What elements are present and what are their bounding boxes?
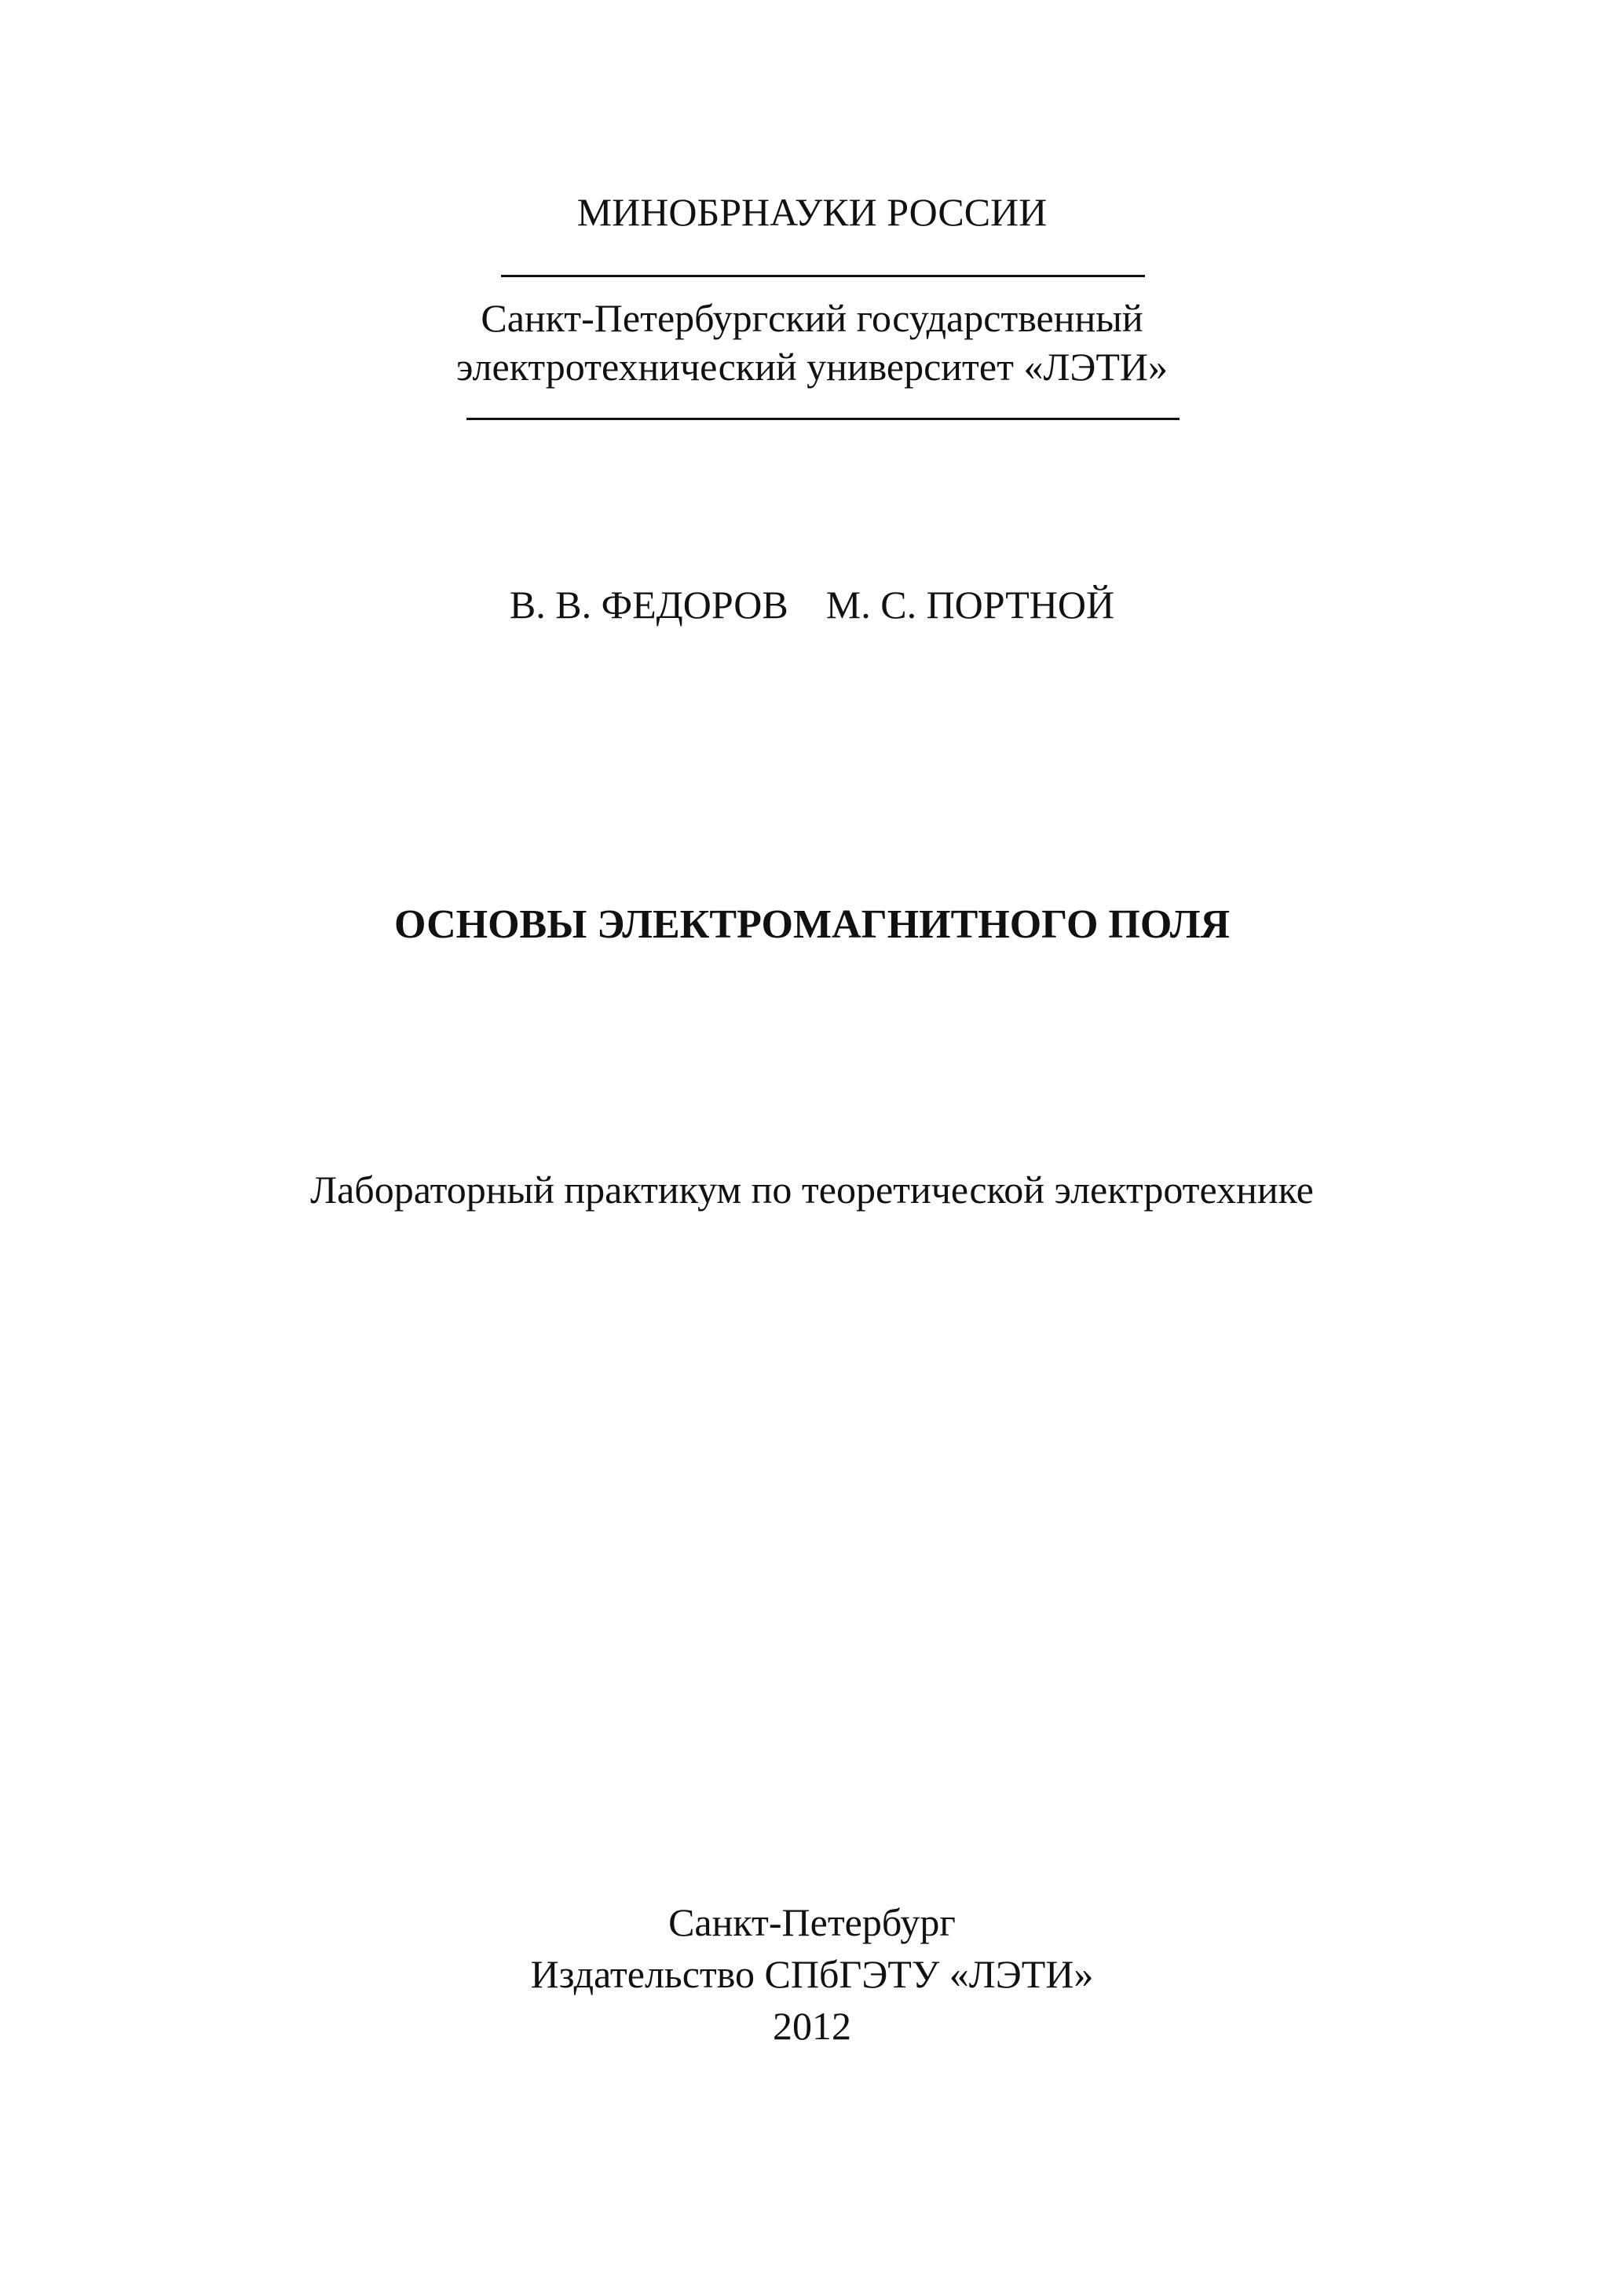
bottom-divider	[466, 418, 1180, 420]
document-subtitle: Лабораторный практикум по теоретической электротехнике	[310, 1168, 1314, 1212]
author-name: В. В. ФЕДОРОВ	[509, 583, 788, 627]
author-name: М. С. ПОРТНОЙ	[825, 583, 1115, 627]
ministry-heading: МИНОБРНАУКИ РОССИИ	[576, 190, 1048, 234]
authors-line	[0, 581, 1624, 628]
imprint-city: Санкт-Петербург	[668, 1900, 956, 1944]
document-title: ОСНОВЫ ЭЛЕКТРОМАГНИТНОГО ПОЛЯ	[393, 902, 1231, 947]
top-divider	[501, 275, 1145, 277]
university-name-line1: Санкт-Петербургский государственный	[481, 296, 1143, 340]
university-name-line2: электротехнический университет «ЛЭТИ»	[455, 345, 1169, 389]
imprint-publisher: Издательство СПбГЭТУ «ЛЭТИ»	[530, 1952, 1094, 1996]
imprint-year: 2012	[773, 2004, 851, 2048]
